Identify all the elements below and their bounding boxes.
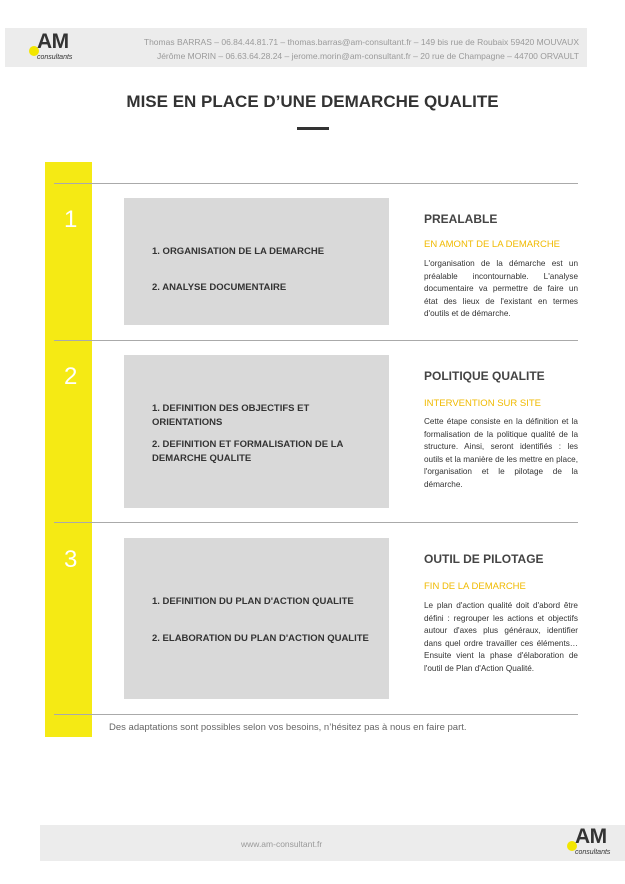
contact-line-2: Jérôme MORIN – 06.63.64.28.24 – jerome.morin@am-consultant.fr – 20 rue de Champagne – 44700 ORVAULT [156, 51, 579, 61]
footer-logo [567, 827, 619, 861]
step-details [424, 369, 578, 491]
step-number: 2 [64, 363, 78, 390]
step-items-box [124, 538, 389, 699]
adaptation-note: Des adaptations sont possibles selon vos besoins, n’hésitez pas à nous en faire part. [109, 722, 467, 733]
step-heading: PREALABLE [424, 212, 498, 226]
step-item: 1. ORGANISATION DE LA DEMARCHE [152, 246, 325, 257]
logo-text: AM [575, 825, 607, 848]
step-description: L'organisation de la démarche est un préalable incontournable. L'analyse documentaire va permettre de faire un état des lieux de l'existant en termes d'outils et de démarche. [424, 259, 578, 318]
company-logo [29, 32, 81, 66]
step-items-box [124, 198, 389, 325]
step-items-box [124, 355, 389, 508]
step-heading: POLITIQUE QUALITE [424, 369, 545, 383]
logo-subtext: consultants [37, 54, 73, 61]
step-description: Cette étape consiste en la définition et la formalisation de la politique qualité de la structure. Ainsi, seront identifiés : les outils et la manière de les mettre en place, l'organisation et le pilotage de la démarche. [424, 417, 578, 489]
title-underline [297, 127, 329, 130]
step-details [424, 212, 578, 321]
step-item: 2. ELABORATION DU PLAN D'ACTION QUALITE [152, 633, 369, 644]
step-item: 1. DEFINITION DES OBJECTIFS ET ORIENTATIONS [152, 403, 310, 428]
page-header [5, 28, 587, 67]
divider [54, 183, 578, 184]
timeline-bar [45, 162, 92, 737]
divider [54, 714, 578, 715]
step-number: 3 [64, 546, 78, 573]
website-link[interactable]: www.am-consultant.fr [241, 839, 323, 849]
step-heading: OUTIL DE PILOTAGE [424, 552, 544, 566]
logo-text: AM [37, 30, 69, 53]
contact-info [144, 35, 579, 63]
divider [54, 340, 578, 341]
logo-subtext: consultants [575, 849, 611, 856]
page-footer [40, 825, 625, 861]
page-title: MISE EN PLACE D’UNE DEMARCHE QUALITE [126, 92, 499, 111]
step-details [424, 552, 578, 675]
step-description: Le plan d'action qualité doit d'abord être défini : regrouper les actions et objectifs autour d'axes plus généraux, identifier dans quel ordre travailler ces éléments… Ensuite vient la phase d'élaboration de l'outil de Plan d'Action Qualité. [424, 601, 578, 673]
step-subheading: EN AMONT DE LA DEMARCHE [424, 239, 561, 250]
step-item: 2. ANALYSE DOCUMENTAIRE [152, 282, 287, 293]
divider [54, 522, 578, 523]
step-item: 1. DEFINITION DU PLAN D'ACTION QUALITE [152, 596, 354, 607]
step-item: 2. DEFINITION ET FORMALISATION DE LA DEMARCHE QUALITE [152, 439, 344, 464]
step-number: 1 [64, 206, 78, 233]
contact-line-1: Thomas BARRAS – 06.84.44.81.71 – thomas.barras@am-consultant.fr – 149 bis rue de Roubaix 59420 MOUVAUX [143, 37, 579, 47]
step-subheading: INTERVENTION SUR SITE [424, 398, 542, 409]
step-subheading: FIN DE LA DEMARCHE [424, 581, 526, 592]
